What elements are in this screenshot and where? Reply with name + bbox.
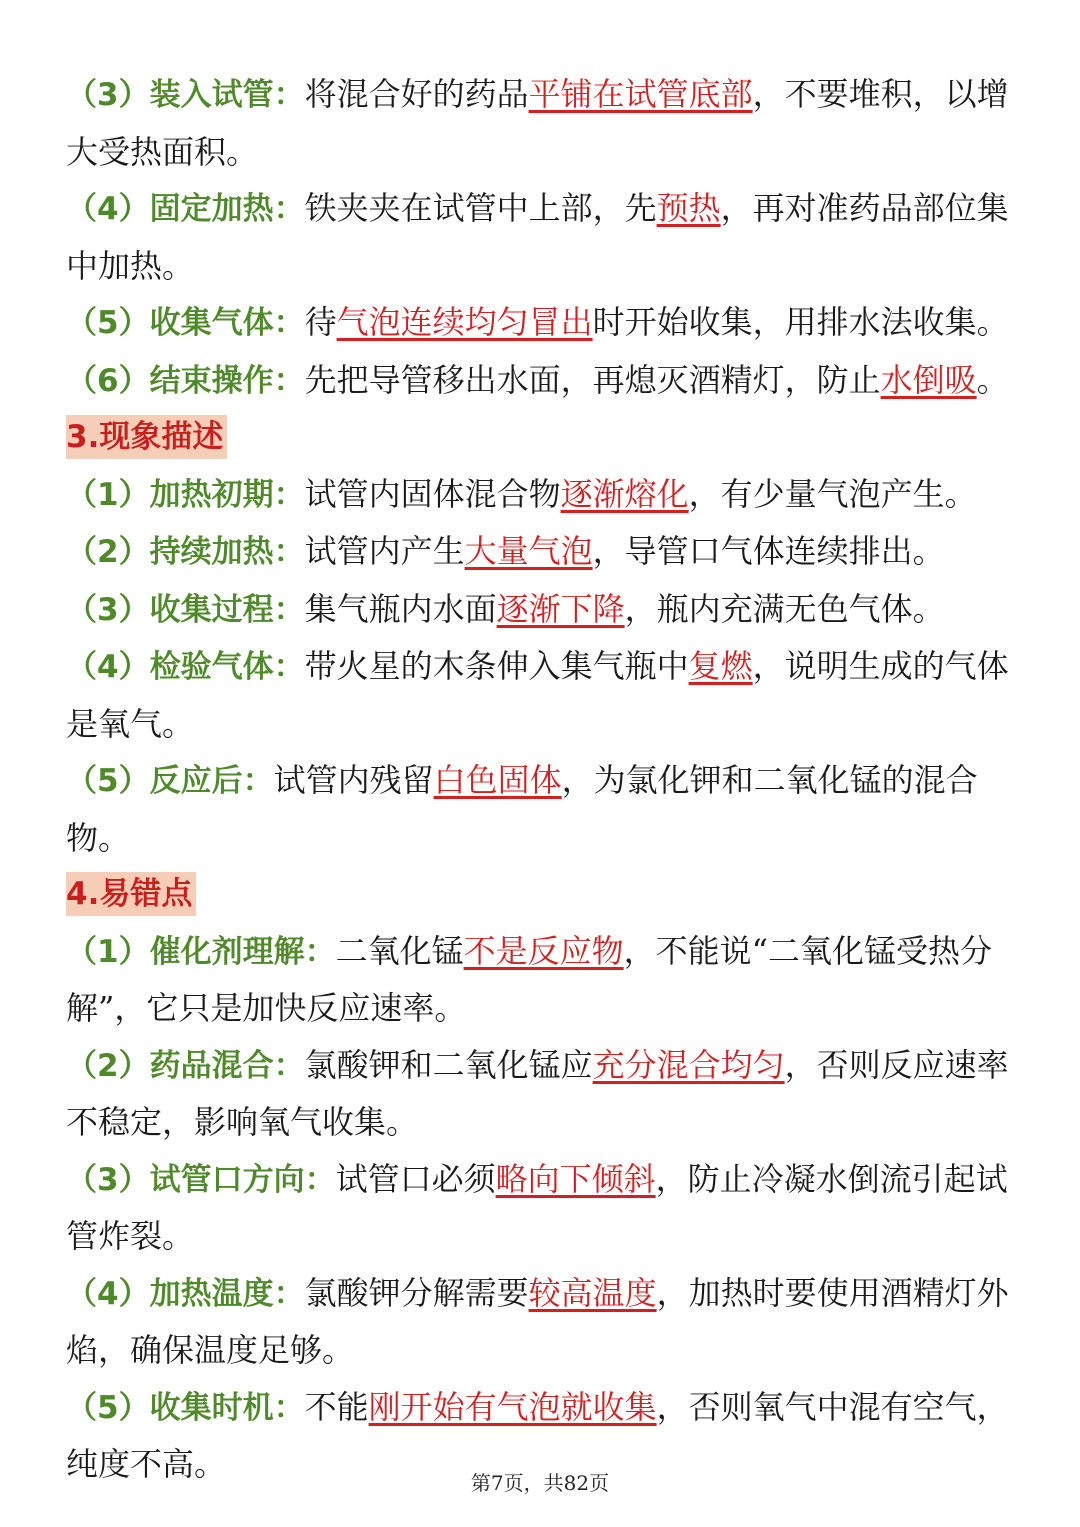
item-text: 带火星的木条伸入集气瓶中 bbox=[304, 647, 689, 685]
phenomenon-item bbox=[66, 638, 1016, 752]
section-heading: 4.易错点 bbox=[66, 872, 196, 916]
key-phrase: 预热 bbox=[656, 189, 721, 227]
item-text: 铁夹夹在试管中上部，先 bbox=[304, 189, 657, 227]
item-text: 试管内固体混合物 bbox=[304, 474, 561, 513]
key-phrase: 复燃 bbox=[688, 647, 753, 685]
item-text: ，加热时要使用酒精灯外焰，确保温度足够。 bbox=[66, 1273, 1009, 1369]
item-text: ，导管口气体连续排出。 bbox=[592, 532, 945, 570]
phenomenon-item bbox=[66, 581, 1016, 639]
mistake-item bbox=[66, 1265, 1016, 1379]
phenomenon-item bbox=[66, 523, 1016, 581]
item-label: （3）收集过程： bbox=[66, 591, 305, 628]
item-text: ，防止冷凝水倒流引起试管炸裂。 bbox=[66, 1159, 1008, 1255]
item-label: （3）试管口方向： bbox=[66, 1161, 336, 1198]
key-phrase: 较高温度 bbox=[528, 1273, 657, 1312]
mistake-item bbox=[66, 1037, 1016, 1151]
item-text: 集气瓶内水面 bbox=[304, 589, 497, 628]
item-label: （3）装入试管： bbox=[66, 77, 305, 113]
key-phrase: 略向下倾斜 bbox=[495, 1159, 656, 1198]
key-phrase: 大量气泡 bbox=[464, 532, 593, 570]
item-text: 二氧化锰 bbox=[335, 931, 464, 970]
key-phrase: 充分混合均匀 bbox=[592, 1045, 785, 1084]
item-text: ，再对准药品部位集中加热。 bbox=[66, 189, 1009, 285]
item-text: ，否则反应速率不稳定，影响氧气收集。 bbox=[66, 1045, 1009, 1141]
item-text: ，有少量气泡产生。 bbox=[688, 474, 977, 513]
item-text: 试管内残留 bbox=[273, 761, 434, 799]
step-item bbox=[66, 352, 1016, 410]
key-phrase: 平铺在试管底部 bbox=[528, 75, 753, 113]
key-phrase: 白色固体 bbox=[433, 761, 562, 799]
item-text: 时开始收集，用排水法收集。 bbox=[592, 303, 1009, 341]
section-heading-row bbox=[66, 866, 1016, 923]
step-item bbox=[66, 180, 1016, 294]
item-label: （2）药品混合： bbox=[66, 1047, 305, 1084]
item-label: （1）催化剂理解： bbox=[66, 933, 336, 970]
item-label: （4）检验气体： bbox=[66, 649, 305, 685]
item-text: 将混合好的药品 bbox=[304, 75, 529, 113]
item-text: 氯酸钾和二氧化锰应 bbox=[304, 1045, 593, 1084]
document-body bbox=[66, 66, 1016, 1493]
item-text: 试管口必须 bbox=[335, 1159, 496, 1198]
page-number: 第7页，共82页 bbox=[470, 1471, 610, 1495]
mistake-item bbox=[66, 1151, 1016, 1265]
key-phrase: 逐渐熔化 bbox=[560, 474, 689, 513]
step-item bbox=[66, 294, 1016, 352]
phenomenon-item bbox=[66, 466, 1016, 524]
item-label: （2）持续加热： bbox=[66, 534, 305, 570]
step-item bbox=[66, 66, 1016, 180]
key-phrase: 气泡连续均匀冒出 bbox=[336, 303, 593, 341]
item-label: （4）固定加热： bbox=[66, 191, 305, 227]
item-text: ，不能说“二氧化锰受热分解”，它只是加快反应速率。 bbox=[66, 931, 992, 1027]
item-text: 待 bbox=[304, 303, 337, 341]
item-text: 不能 bbox=[304, 1387, 369, 1426]
item-label: （5）收集时机： bbox=[66, 1389, 305, 1426]
item-text: 试管内产生 bbox=[304, 532, 465, 570]
item-text: 先把导管移出水面，再熄灭酒精灯，防止 bbox=[304, 360, 881, 399]
key-phrase: 逐渐下降 bbox=[496, 589, 625, 628]
item-label: （1）加热初期： bbox=[66, 476, 305, 513]
key-phrase: 刚开始有气泡就收集 bbox=[368, 1387, 657, 1426]
section-heading: 3.现象描述 bbox=[66, 415, 227, 459]
section-heading-row bbox=[66, 409, 1016, 466]
item-text: ，否则氧气中混有空气，纯度不高。 bbox=[66, 1387, 1009, 1483]
key-phrase: 水倒吸 bbox=[880, 360, 977, 399]
item-text: ，瓶内充满无色气体。 bbox=[624, 589, 945, 628]
item-text: ，说明生成的气体是氧气。 bbox=[66, 647, 1009, 743]
phenomenon-item bbox=[66, 752, 1016, 866]
item-label: （6）结束操作： bbox=[66, 362, 305, 399]
item-text: 氯酸钾分解需要 bbox=[304, 1273, 529, 1312]
item-label: （4）加热温度： bbox=[66, 1275, 305, 1312]
item-label: （5）反应后： bbox=[66, 763, 274, 799]
item-text: ，不要堆积，以增大受热面积。 bbox=[66, 75, 1009, 171]
mistake-item bbox=[66, 923, 1016, 1037]
key-phrase: 不是反应物 bbox=[463, 931, 624, 970]
item-label: （5）收集气体： bbox=[66, 305, 305, 341]
item-text: ，为氯化钾和二氧化锰的混合物。 bbox=[66, 761, 978, 857]
item-text: 。 bbox=[976, 360, 1009, 399]
